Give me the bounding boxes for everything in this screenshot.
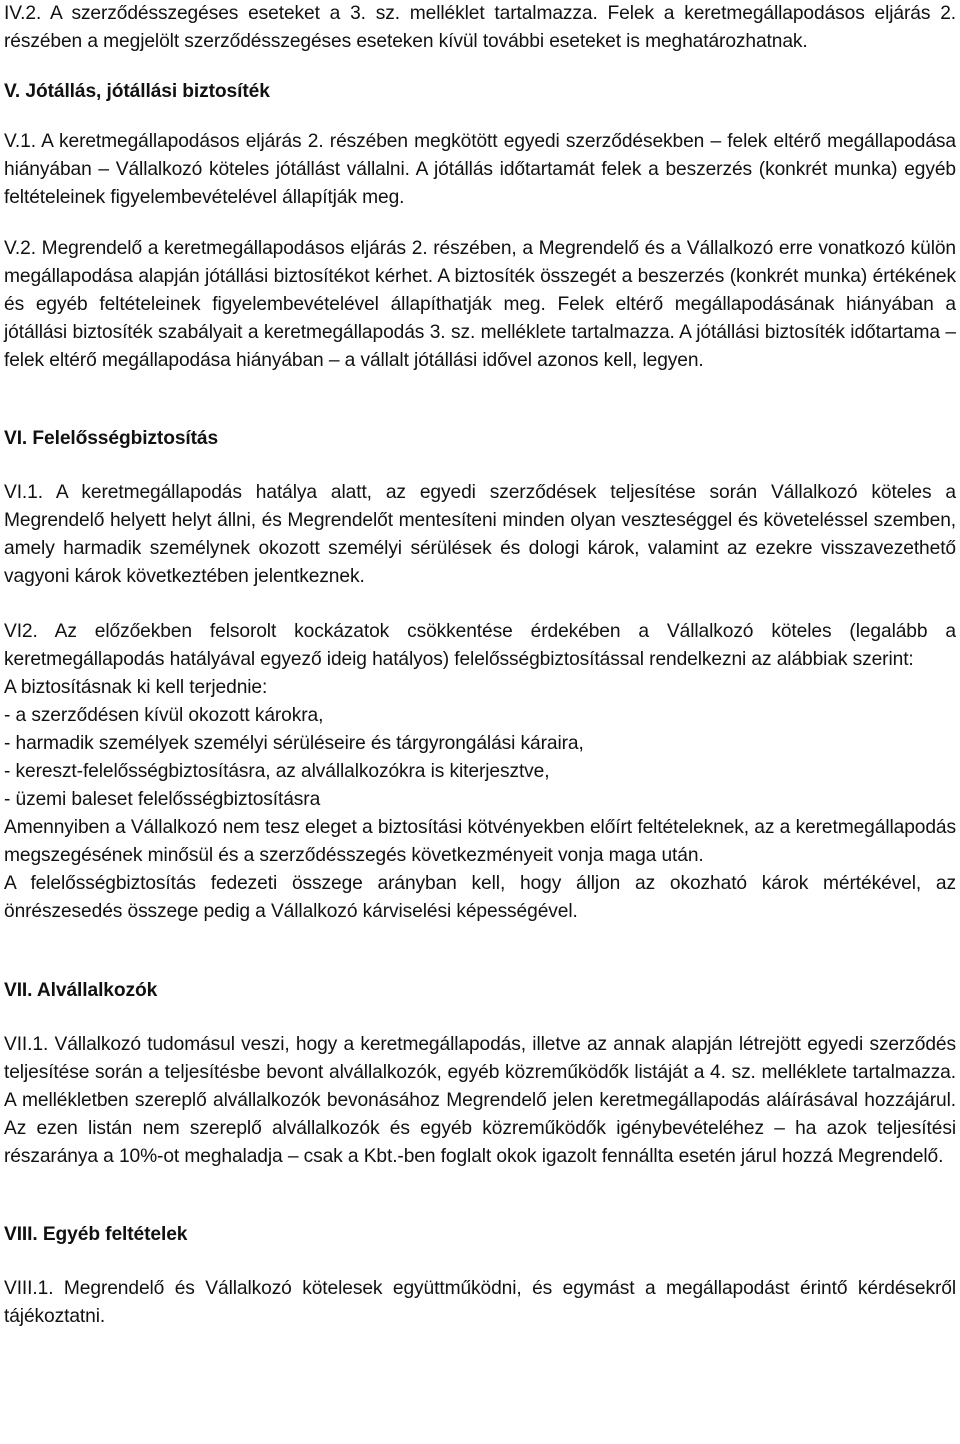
paragraph-iv-2: IV.2. A szerződésszegéses eseteket a 3. sz. melléklet tartalmazza. Felek a keretmegállapodásos eljárás 2. részében a megjelölt szerződésszegéses eseteken kívül további eseteket is meghatározhatnak.: [4, 3, 956, 53]
list-item: - harmadik személyek személyi sérüléseire és tárgyrongálási káraira,: [4, 732, 584, 754]
paragraph-vi-2: VI2. Az előzőekben felsorolt kockázatok csökkentése érdekében a Vállalkozó köteles (legalább a keretmegállapodás hatályával egyező ideig hatályos) felelősségbiztosítással rendelkezni az alábbiak szerint:: [4, 620, 956, 670]
paragraph-viii-1: VIII.1. Megrendelő és Vállalkozó kötelesek együttműködni, és egymást a megállapodást érintő kérdésekről tájékoztatni.: [4, 1278, 956, 1328]
paragraph-vi-1: VI.1. A keretmegállapodás hatálya alatt, az egyedi szerződések teljesítése során Vállalkozó köteles a Megrendelő helyett helyt állni, és Megrendelőt mentesíteni minden olyan veszteséggel és követeléssel szemben, amely harmadik személynek okozott személyi sérülések és dologi károk, valamint az ezekre visszavezethető vagyoni károk következtében jelentkeznek.: [4, 482, 956, 588]
paragraph-v-1: V.1. A keretmegállapodásos eljárás 2. részében megkötött egyedi szerződésekben – felek eltérő megállapodása hiányában – Vállalkozó köteles jótállást vállalni. A jótállás időtartamát felek a beszerzés (konkrét munka) egyéb feltételeinek figyelembevételével állapítják meg.: [4, 131, 956, 209]
heading-section-viii: VIII. Egyéb feltételek: [4, 1224, 188, 1246]
list-item: - kereszt-felelősségbiztosításra, az alvállalkozókra is kiterjesztve,: [4, 760, 550, 782]
list-item: - üzemi baleset felelősségbiztosításra: [4, 789, 321, 811]
paragraph-vi-2-last: A felelősségbiztosítás fedezeti összege arányban kell, hogy álljon az okozható károk mértékével, az önrészesedés összege pedig a Vállalkozó kárviselési képességével.: [4, 873, 956, 923]
list-intro: A biztosításnak ki kell terjednie:: [4, 676, 268, 698]
paragraph-v-2: V.2. Megrendelő a keretmegállapodásos eljárás 2. részében, a Megrendelő és a Vállalkozó erre vonatkozó külön megállapodása alapján jótállási biztosítékot kérhet. A biztosíték összegét a beszerzés (konkrét munka) értékének és egyéb feltételeinek figyelembevételével állapíthatják meg. Felek eltérő megállapodásának hiányában a jótállási biztosíték szabályait a keretmegállapodás 3. sz. melléklete tartalmazza. A jótállási biztosíték időtartama – felek eltérő megállapodása hiányában – a vállalt jótállási idővel azonos kell, legyen.: [4, 237, 956, 371]
heading-section-vi: VI. Felelősségbiztosítás: [4, 428, 219, 450]
heading-section-v: V. Jótállás, jótállási biztosíték: [4, 81, 270, 103]
paragraph-vi-2-continued: Amennyiben a Vállalkozó nem tesz eleget a biztosítási kötvényekben előírt feltételeknek, az a keretmegállapodás megszegésének minősül és a szerződésszegés következményeit vonja maga után.: [4, 817, 956, 867]
list-item: - a szerződésen kívül okozott károkra,: [4, 704, 324, 726]
document-page: [4, 0, 956, 1331]
heading-section-vii: VII. Alvállalkozók: [4, 979, 158, 1001]
paragraph-vii-1: VII.1. Vállalkozó tudomásul veszi, hogy a keretmegállapodás, illetve az annak alapján létrejött egyedi szerződés teljesítése során a teljesítésbe bevont alvállalkozók, egyéb közreműködők listáját a 4. sz. melléklete tartalmazza. A mellékletben szereplő alvállalkozók bevonásához Megrendelő jelen keretmegállapodás aláírásával hozzájárul. Az ezen listán nem szereplő alvállalkozók és egyéb közreműködők igénybevételéhez – ha azok teljesítési részaránya a 10%-ot meghaladja – csak a Kbt.-ben foglalt okok igazolt fennállta esetén járul hozzá Megrendelő.: [4, 1033, 956, 1167]
